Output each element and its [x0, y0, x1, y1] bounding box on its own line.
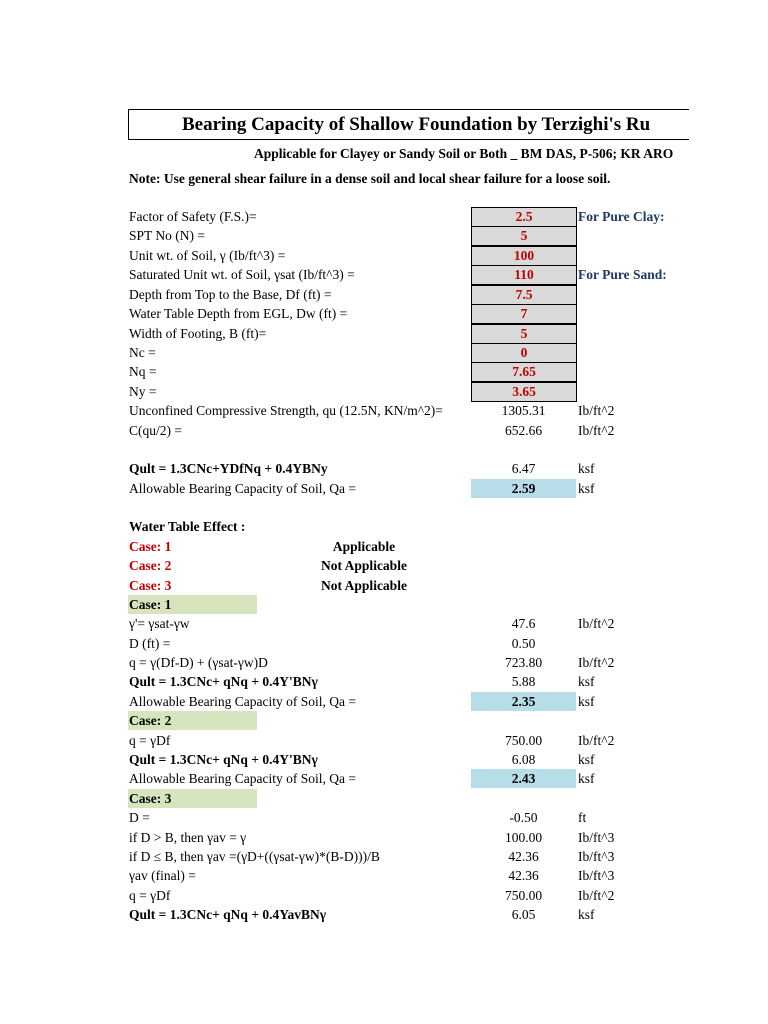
case3-header-label: Case: 3 — [129, 791, 172, 806]
row-value: 1305.31 — [501, 403, 546, 418]
row-label: γav (final) = — [129, 868, 196, 883]
case3-row — [0, 828, 768, 848]
qa-result-cell: 2.35 — [471, 692, 576, 711]
note: Note: Use general shear failure in a dense soil and local shear failure for a loose soil. — [129, 171, 611, 186]
case-status-row — [0, 576, 768, 596]
qa-unit: ksf — [578, 481, 595, 496]
input-label: SPT No (N) = — [129, 228, 205, 243]
input-row — [0, 382, 768, 402]
qult-row — [0, 459, 768, 479]
row-value: 6.05 — [511, 907, 536, 922]
case-label: Case: 3 — [129, 578, 172, 593]
case2-header — [128, 711, 257, 730]
input-row — [0, 207, 768, 227]
input-cell[interactable]: 7.5 — [471, 285, 577, 305]
input-cell[interactable]: 7 — [471, 304, 577, 324]
row-label: C(qu/2) = — [129, 423, 182, 438]
case-label: Case: 1 — [129, 539, 172, 554]
case1-row — [0, 672, 768, 692]
row-label: Qult = 1.3CNc+ qNq + 0.4Y'BNγ — [129, 674, 318, 689]
row-value: 42.36 — [508, 868, 539, 883]
row-label: if D > B, then γav = γ — [129, 830, 247, 845]
row-unit: Ib/ft^3 — [578, 868, 615, 883]
case1-row — [0, 614, 768, 634]
case1-header-label: Case: 1 — [129, 597, 172, 612]
row-unit: Ib/ft^2 — [578, 423, 615, 438]
qa-label: Allowable Bearing Capacity of Soil, Qa = — [129, 771, 356, 786]
input-label: Water Table Depth from EGL, Dw (ft) = — [129, 306, 348, 321]
input-label: Ny = — [129, 384, 157, 399]
derived-row — [0, 401, 768, 421]
row-unit: ft — [578, 810, 587, 825]
row-unit: Ib/ft^2 — [578, 616, 615, 631]
input-cell[interactable]: 3.65 — [471, 382, 577, 402]
row-value: 100.00 — [504, 830, 543, 845]
input-cell[interactable]: 7.65 — [471, 362, 577, 382]
input-cell[interactable]: 100 — [471, 246, 577, 266]
case2-header-row — [0, 711, 768, 731]
input-row — [0, 285, 768, 305]
qa-label: Allowable Bearing Capacity of Soil, Qa = — [129, 481, 356, 496]
qa-unit: ksf — [578, 771, 595, 786]
input-row — [0, 324, 768, 344]
row-label: Qult = 1.3CNc+ qNq + 0.4YavBNγ — [129, 907, 327, 922]
case3-header — [128, 789, 257, 808]
case3-row — [0, 808, 768, 828]
input-row — [0, 226, 768, 246]
case3-header-row — [0, 789, 768, 809]
input-label: Nq = — [129, 364, 157, 379]
row-unit: Ib/ft^2 — [578, 888, 615, 903]
input-row — [0, 246, 768, 266]
qa-label: Allowable Bearing Capacity of Soil, Qa = — [129, 694, 356, 709]
input-row — [0, 343, 768, 363]
row-label: D = — [129, 810, 150, 825]
row-value: 6.08 — [511, 752, 536, 767]
row-unit: Ib/ft^3 — [578, 830, 615, 845]
case3-row — [0, 905, 768, 925]
input-row — [0, 304, 768, 324]
row-label: Unconfined Compressive Strength, qu (12.5N, KN/m^2)= — [129, 403, 443, 418]
case2-row — [0, 750, 768, 770]
input-cell[interactable]: 2.5 — [471, 207, 577, 227]
case-status: Applicable — [332, 539, 396, 554]
sheet-subtitle: Applicable for Clayey or Sandy Soil or Both _ BM DAS, P-506; KR ARO — [254, 146, 674, 161]
derived-row — [0, 421, 768, 441]
case3-row — [0, 886, 768, 906]
input-row — [0, 362, 768, 382]
row-unit: ksf — [578, 752, 595, 767]
qa-result-cell: 2.59 — [471, 479, 576, 498]
row-unit: Ib/ft^2 — [578, 403, 615, 418]
row-value: 750.00 — [504, 888, 543, 903]
row-value: 42.36 — [508, 849, 539, 864]
row-value: 652.66 — [504, 423, 543, 438]
input-label: Unit wt. of Soil, γ (Ib/ft^3) = — [129, 248, 286, 263]
case2-header-label: Case: 2 — [129, 713, 172, 728]
row-value: -0.50 — [509, 810, 538, 825]
case-label: Case: 2 — [129, 558, 172, 573]
qa-row — [0, 479, 768, 499]
case-status-row — [0, 556, 768, 576]
row-value: 47.6 — [511, 616, 536, 631]
qult-unit: ksf — [578, 461, 595, 476]
row-unit: ksf — [578, 674, 595, 689]
qa-result-cell: 2.43 — [471, 769, 576, 788]
case-status: Not Applicable — [321, 578, 407, 593]
case-status: Not Applicable — [321, 558, 407, 573]
input-cell[interactable]: 5 — [471, 226, 577, 246]
row-label: q = γDf — [129, 733, 171, 748]
input-cell[interactable]: 5 — [471, 324, 577, 344]
row-value: 750.00 — [504, 733, 543, 748]
water-table-heading-row — [0, 517, 768, 537]
qa-unit: ksf — [578, 694, 595, 709]
input-cell[interactable]: 0 — [471, 343, 577, 363]
row-unit: Ib/ft^2 — [578, 655, 615, 670]
case1-header — [128, 595, 257, 614]
case3-row — [0, 866, 768, 886]
input-label: Factor of Safety (F.S.)= — [129, 209, 257, 224]
row-label: if D ≤ B, then γav =(γD+((γsat-γw)*(B-D)))/B — [129, 849, 380, 864]
input-label: Width of Footing, B (ft)= — [129, 326, 267, 341]
row-unit: Ib/ft^3 — [578, 849, 615, 864]
input-label: Saturated Unit wt. of Soil, γsat (Ib/ft^3) = — [129, 267, 355, 282]
case3-row — [0, 847, 768, 867]
row-value: 5.88 — [511, 674, 536, 689]
sheet-title: Bearing Capacity of Shallow Foundation by Terzighi's Ru — [182, 114, 651, 135]
side-note: For Pure Clay: — [578, 209, 665, 224]
row-unit: Ib/ft^2 — [578, 733, 615, 748]
row-label: D (ft) = — [129, 636, 171, 651]
row-label: Qult = 1.3CNc+ qNq + 0.4Y'BNγ — [129, 752, 318, 767]
row-label: q = γDf — [129, 888, 171, 903]
case-status-row — [0, 537, 768, 557]
case2-qa-row — [0, 769, 768, 789]
input-row — [0, 265, 768, 285]
side-note: For Pure Sand: — [578, 267, 667, 282]
case1-header-row — [0, 595, 768, 615]
case1-row — [0, 653, 768, 673]
input-label: Depth from Top to the Base, Df (ft) = — [129, 287, 332, 302]
row-label: q = γ(Df-D) + (γsat-γw)D — [129, 655, 268, 670]
case1-qa-row — [0, 692, 768, 712]
row-value: 723.80 — [504, 655, 543, 670]
case2-row — [0, 731, 768, 751]
title-box — [128, 109, 689, 140]
input-cell[interactable]: 110 — [471, 265, 577, 285]
case1-row — [0, 634, 768, 654]
qult-value: 6.47 — [511, 461, 536, 476]
row-unit: ksf — [578, 907, 595, 922]
water-table-heading: Water Table Effect : — [129, 519, 246, 534]
qult-label: Qult = 1.3CNc+YDfNq + 0.4YBNy — [129, 461, 328, 476]
input-label: Nc = — [129, 345, 156, 360]
row-label: γ'= γsat-γw — [129, 616, 190, 631]
row-value: 0.50 — [511, 636, 536, 651]
